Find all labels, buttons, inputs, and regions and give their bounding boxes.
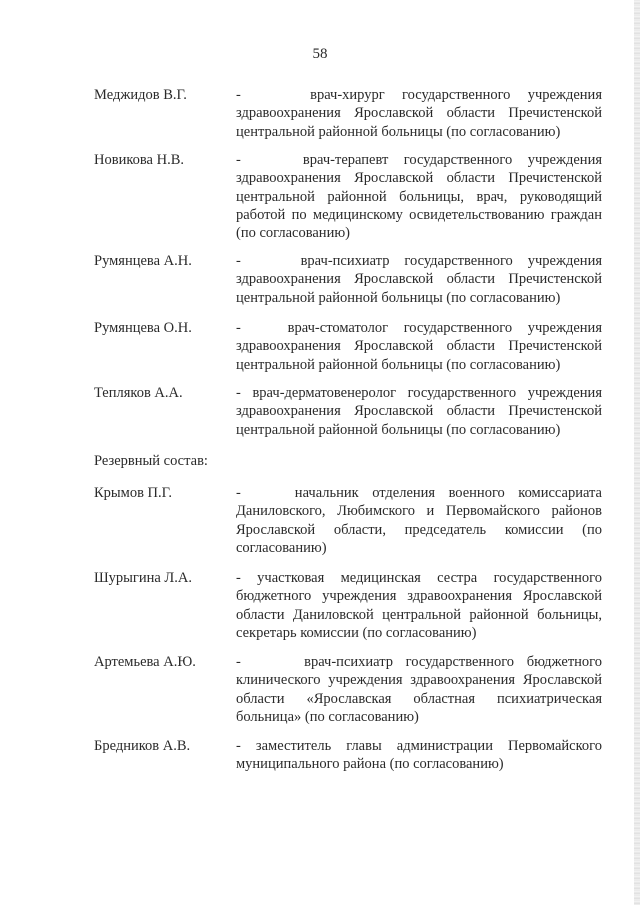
member-name: Шурыгина Л.А.: [94, 570, 192, 586]
page-number: 58: [312, 46, 328, 62]
member-entry: [94, 151, 604, 242]
member-position: - участковая медицинская сестра государственного бюджетного учреждения здравоохранения Ярославской области Даниловской центральной районной больницы, секретарь комиссии (по согласованию): [236, 570, 602, 641]
member-name: Румянцева О.Н.: [94, 320, 192, 336]
reserve-entry: [94, 653, 604, 726]
member-entry: [94, 384, 604, 439]
member-name: Бредников А.В.: [94, 738, 191, 754]
member-position: - врач-хирург государственного учреждения здравоохранения Ярославской области Пречистенской центральной районной больницы (по согласованию): [236, 87, 602, 140]
reserve-entry: [94, 484, 604, 557]
member-name: Румянцева А.Н.: [94, 253, 192, 269]
member-name: Артемьева А.Ю.: [94, 654, 196, 670]
reserve-entry: [94, 737, 604, 774]
member-position: - врач-терапевт государственного учреждения здравоохранения Ярославской области Пречистенской центральной районной больницы, врач, руководящий работой по медицинскому освидетельствованию граждан (по согласованию): [236, 152, 602, 242]
member-position: - врач-психиатр государственного бюджетного клинического учреждения здравоохранения Ярославской области «Ярославская областная психиатрическая больница» (по согласованию): [236, 654, 602, 725]
member-name: Новикова Н.В.: [94, 152, 184, 168]
scan-edge: [634, 0, 640, 905]
member-position: - врач-психиатр государственного учреждения здравоохранения Ярославской области Пречистенской центральной районной больницы (по согласованию): [236, 253, 602, 306]
member-name: Меджидов В.Г.: [94, 87, 187, 103]
member-position: - начальник отделения военного комиссариата Даниловского, Любимского и Первомайского районов Ярославской области, председатель комиссии (по согласованию): [236, 485, 602, 556]
reserve-entry: [94, 569, 604, 642]
member-position: - врач-дерматовенеролог государственного учреждения здравоохранения Ярославской области Пречистенской центральной районной больницы (по согласованию): [236, 385, 602, 438]
member-entry: [94, 86, 604, 141]
member-position: - врач-стоматолог государственного учреждения здравоохранения Ярославской области Пречистенской центральной районной больницы (по согласованию): [236, 320, 602, 373]
member-entry: [94, 252, 604, 307]
reserve-heading: Резервный состав:: [94, 453, 208, 469]
member-name: Тепляков А.А.: [94, 385, 183, 401]
member-position: - заместитель главы администрации Первомайского муниципального района (по согласованию): [236, 738, 602, 773]
member-name: Крымов П.Г.: [94, 485, 173, 501]
member-entry: [94, 319, 604, 374]
